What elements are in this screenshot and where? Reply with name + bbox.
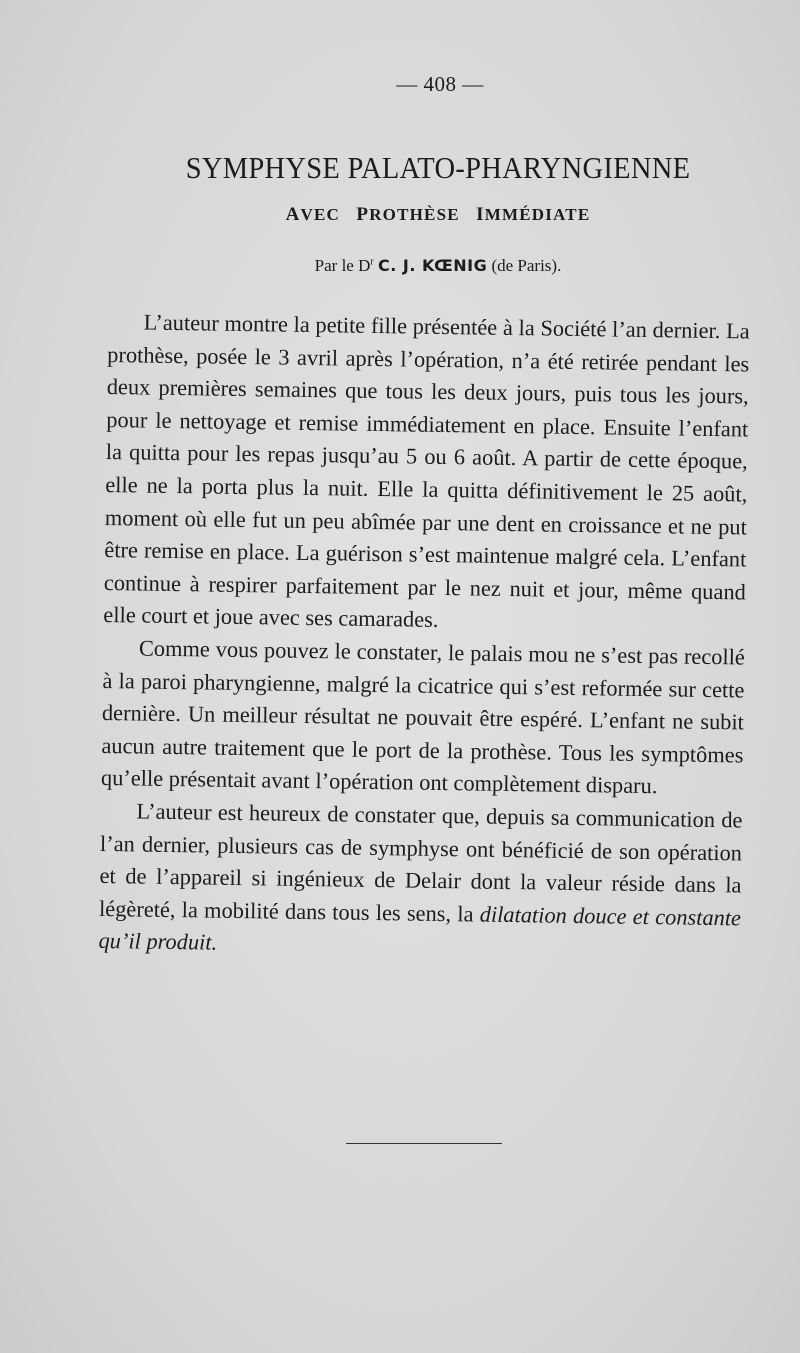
subtitle-word-2-rest: ROTHÈSE [369, 205, 460, 224]
author-prefix: Par le D [314, 256, 371, 275]
subtitle-word-3-rest: MMÉDIATE [484, 205, 591, 224]
paragraph-2: Comme vous pouvez le constater, le palais mou ne s’est pas recollé à la paroi pharyngienne, malgré la cicatrice qui s’est reformée sur cette dernière. Un meilleur résultat ne pouvait être espéré. L’enfant ne subit aucun autre traitement que le port de la prothèse. Tous les symptômes qu’elle présentait avant l’opération ont complètement disparu. [100, 635, 746, 799]
subtitle-word-2-initial: P [356, 204, 370, 225]
article-subtitle [0, 204, 800, 226]
paragraph-3 [98, 795, 742, 967]
subtitle-word-3-initial: I [476, 204, 485, 225]
article-title: SYMPHYSE PALATO-PHARYNGIENNE [185, 150, 691, 185]
paragraph-1: L’auteur montre la petite fille présentée à la Société l’an dernier. La prothèse, posée le 3 avril après l’opération, n’a été retirée pendant les deux premières semaines que tous les deux jours, puis tous les jours, pour le nettoyage et remise immédiatement en place. Ensuite l’enfant la quitta pour les repas jusqu’au 5 ou 6 août. A partir de cette époque, elle ne la porta plus la nuit. Elle la quitta définitivement le 25 août, moment où elle fut un peu abîmée par une dent en croissance et ne put être remise en place. La guérison s’est maintenue malgré cela. L’enfant continue à respirer parfaitement par le nez nuit et jour, même quand elle court et joue avec ses camarades. [103, 309, 750, 633]
author-line [0, 256, 800, 276]
end-rule [346, 1143, 502, 1144]
subtitle-word-1-rest: VEC [300, 205, 341, 224]
subtitle-word-1-initial: A [285, 204, 301, 225]
paragraph-3-text: L’auteur est heureux de constater que, depuis sa communication de l’an dernier, plusieurs cas de symphyse ont bénéficié de son opération et de l’appareil si ingénieux de Delair dont la valeur réside dans la légèreté, la mobilité dans tous les sens, la [98, 798, 743, 927]
article-body [98, 306, 750, 967]
paragraph-3-italic: dilatation douce et constante qu’il produit. [98, 901, 742, 955]
author-suffix: (de Paris). [491, 256, 562, 275]
author-prefix-sup: r [370, 256, 374, 268]
page-number: — 408 — [396, 72, 484, 96]
author-name: C. J. KŒNIG [377, 256, 488, 275]
